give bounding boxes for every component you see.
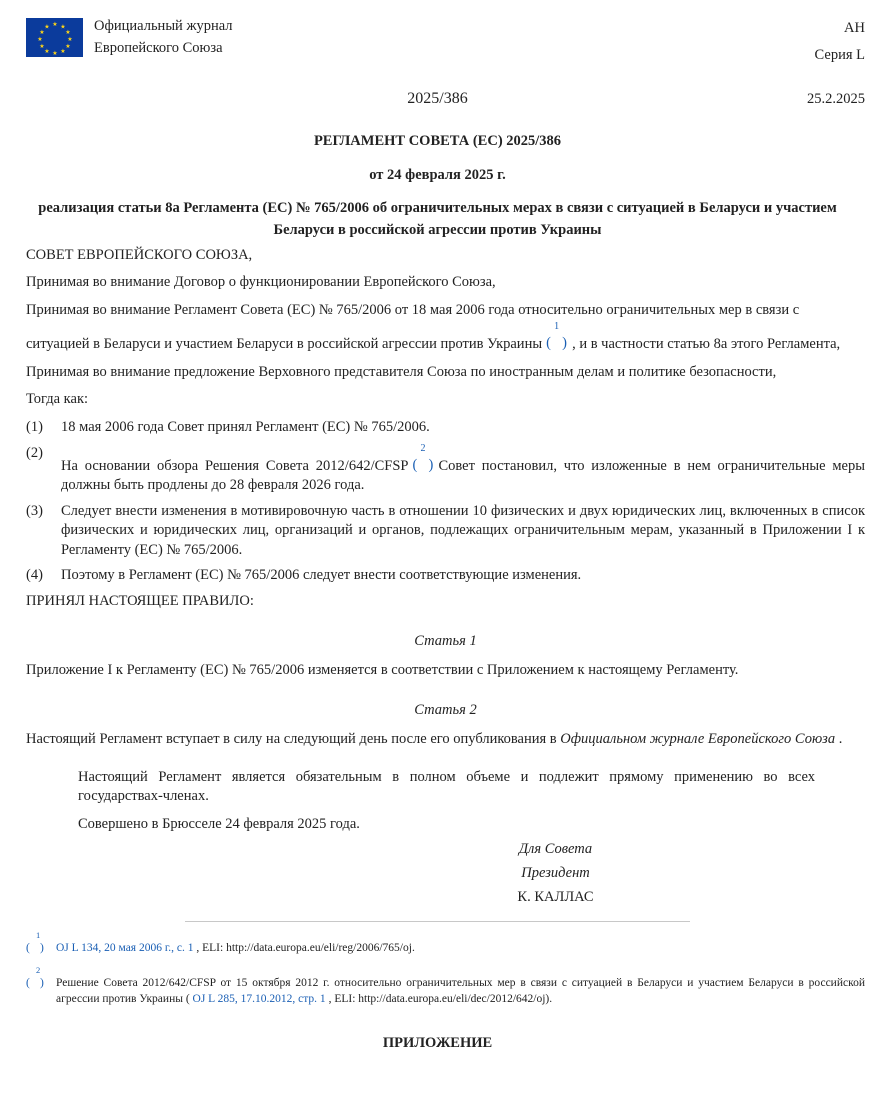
svg-text:★: ★: [51, 20, 58, 28]
footnote-1-text: [56, 940, 415, 957]
series-label: Серия L: [814, 46, 865, 63]
svg-text:★: ★: [36, 35, 43, 43]
citation-1-link[interactable]: [546, 321, 568, 352]
oj-header: [0, 0, 875, 70]
journal-reference: Официальном журнале Европейского Союза: [560, 731, 836, 748]
language-series: [815, 15, 865, 69]
article-1-title: Статья 1: [414, 632, 477, 649]
article-1-text: Приложение I к Регламенту (ЕС) № 765/2006 изменяется в соответствии с Приложением к настоящему Регламенту.: [26, 662, 739, 679]
recital-number: (4): [26, 567, 43, 584]
citation-close: ): [562, 335, 567, 352]
signature-name: К. КАЛЛАС: [517, 888, 594, 905]
language-code: АН: [844, 20, 865, 36]
svg-text:★: ★: [59, 23, 66, 30]
journal-line1: Официальный журнал: [94, 18, 233, 34]
article-2-text: [26, 730, 865, 750]
recital-4: [26, 566, 865, 586]
svg-text:★: ★: [38, 28, 45, 36]
preamble-1: Принимая во внимание Договор о функционировании Европейского Союза,: [26, 274, 496, 291]
citation-open: (: [412, 456, 418, 473]
svg-text:★: ★: [43, 23, 50, 30]
signature-role: Президент: [521, 865, 590, 881]
regulation-date: от 24 февраля 2025 г.: [369, 166, 506, 183]
preamble-2a: Принимая во внимание Регламент Совета (ЕС) № 765/2006 от 18 мая 2006 года относительно ограничительных мер в связи с: [26, 301, 800, 318]
recital-text: [61, 444, 865, 496]
recital-2: [26, 444, 865, 496]
recital-text: Следует внести изменения в мотивировочную часть в отношении 10 физических и двух юридических лиц, включенных в список физических и юридических лиц, организаций и органов, подлежащих ограничительным мерам, указанный в Приложении I к Регламенту (ЕС) № 765/2006.: [61, 502, 865, 558]
footnote-number: 2: [36, 964, 41, 975]
footnotes: [0, 930, 875, 1008]
eu-flag-icon: [26, 18, 83, 57]
preamble-2b: ситуацией в Беларуси и участием Беларуси в российской агрессии против Украины: [26, 336, 543, 353]
footnote-divider: [185, 921, 690, 922]
svg-text:★: ★: [64, 28, 71, 36]
regulation-heading: реализация статьи 8а Регламента (ЕС) № 765/2006 об ограничительных мерах в связи с ситуацией в Беларуси и участием Беларуси в российской агрессии против Украины: [38, 200, 837, 238]
article-2-text-b: .: [838, 731, 843, 748]
footnote-open: (: [26, 942, 30, 955]
svg-text:★: ★: [59, 47, 66, 55]
adopted-line: ПРИНЯЛ НАСТОЯЩЕЕ ПРАВИЛО:: [26, 592, 254, 609]
footnote-close: ): [40, 942, 44, 955]
citation-2-number: 2: [420, 442, 426, 454]
preamble-2: [26, 321, 865, 355]
recital-number: (2): [26, 444, 43, 461]
footnote-2-text: [56, 975, 865, 1008]
recital-number: (3): [26, 502, 43, 519]
footnote-number: 1: [36, 930, 41, 941]
footnote-2-rest: , ELI: http://data.europa.eu/eli/dec/2012/642/oj).: [328, 993, 553, 1006]
recital-text: Поэтому в Регламент (ЕС) № 765/2006 следует внести соответствующие изменения.: [61, 567, 582, 584]
whereas-label: Тогда как:: [26, 391, 89, 408]
citation-2-link[interactable]: [412, 442, 434, 473]
citation-close: ): [428, 456, 434, 473]
recital-3: [26, 502, 865, 561]
signature-for: Для Совета: [518, 841, 593, 858]
recital-2-text-b: Совет постановил, что изложенные в нем ограничительные меры должны быть продлены до 28 февраля 2026 года.: [61, 457, 865, 494]
footnote-2-pre: Решение Совета 2012/642/CFSP от 15 октября 2012 г. относительно ограничительных мер в связи с ситуацией в Беларуси и участием Беларуси в российской агрессии против Украины (: [56, 976, 865, 1006]
svg-text:★: ★: [43, 47, 50, 55]
recital-2-text-a: На основании обзора Решения Совета 2012/642/CFSP: [61, 457, 409, 474]
footnote-1-link[interactable]: OJ L 134, 20 мая 2006 г., с. 1: [56, 942, 194, 955]
footnote-close: ): [40, 976, 44, 989]
signature-block: [26, 840, 865, 907]
document-number-row: [0, 70, 875, 114]
footnote-1: [26, 930, 865, 957]
citation-1-number: 1: [554, 321, 560, 333]
svg-text:★: ★: [38, 42, 45, 50]
svg-text:★: ★: [51, 49, 58, 55]
footnote-2: [26, 964, 865, 1008]
document-date: 25.2.2025: [807, 91, 865, 107]
svg-text:★: ★: [66, 35, 73, 43]
binding-clause: Настоящий Регламент является обязательным в полном объеме и подлежит прямому применению во всех государствах-членах.: [78, 768, 815, 805]
document-number: 2025/386: [407, 90, 468, 107]
recital-1: [26, 418, 865, 438]
recital-text: 18 мая 2006 года Совет принял Регламент (ЕС) № 765/2006.: [61, 419, 430, 435]
footnote-2-link[interactable]: OJ L 285, 17.10.2012, стр. 1: [192, 993, 326, 1006]
journal-line2: Европейского Союза: [94, 40, 223, 57]
regulation-title: РЕГЛАМЕНТ СОВЕТА (ЕС) 2025/386: [313, 133, 562, 149]
svg-text:★: ★: [64, 42, 71, 50]
footnote-1-rest: , ELI: http://data.europa.eu/eli/reg/2006/765/oj.: [196, 942, 415, 955]
footnote-open: (: [26, 976, 30, 989]
journal-name: [94, 15, 233, 60]
recital-number: (1): [26, 419, 43, 435]
article-2-text-a: Настоящий Регламент вступает в силу на следующий день после его опубликования в: [26, 731, 557, 748]
citation-open: (: [546, 335, 551, 352]
annex-title: ПРИЛОЖЕНИЕ: [382, 1035, 493, 1052]
article-2-title: Статья 2: [414, 701, 477, 718]
preamble-3: Принимая во внимание предложение Верховного представителя Союза по иностранным делам и политике безопасности,: [26, 363, 777, 380]
preamble-2c: , и в частности статью 8а этого Регламента,: [572, 336, 841, 353]
council-line: СОВЕТ ЕВРОПЕЙСКОГО СОЮЗА,: [26, 246, 253, 263]
done-at: Совершено в Брюсселе 24 февраля 2025 года.: [78, 815, 360, 832]
document-body: [0, 246, 875, 908]
